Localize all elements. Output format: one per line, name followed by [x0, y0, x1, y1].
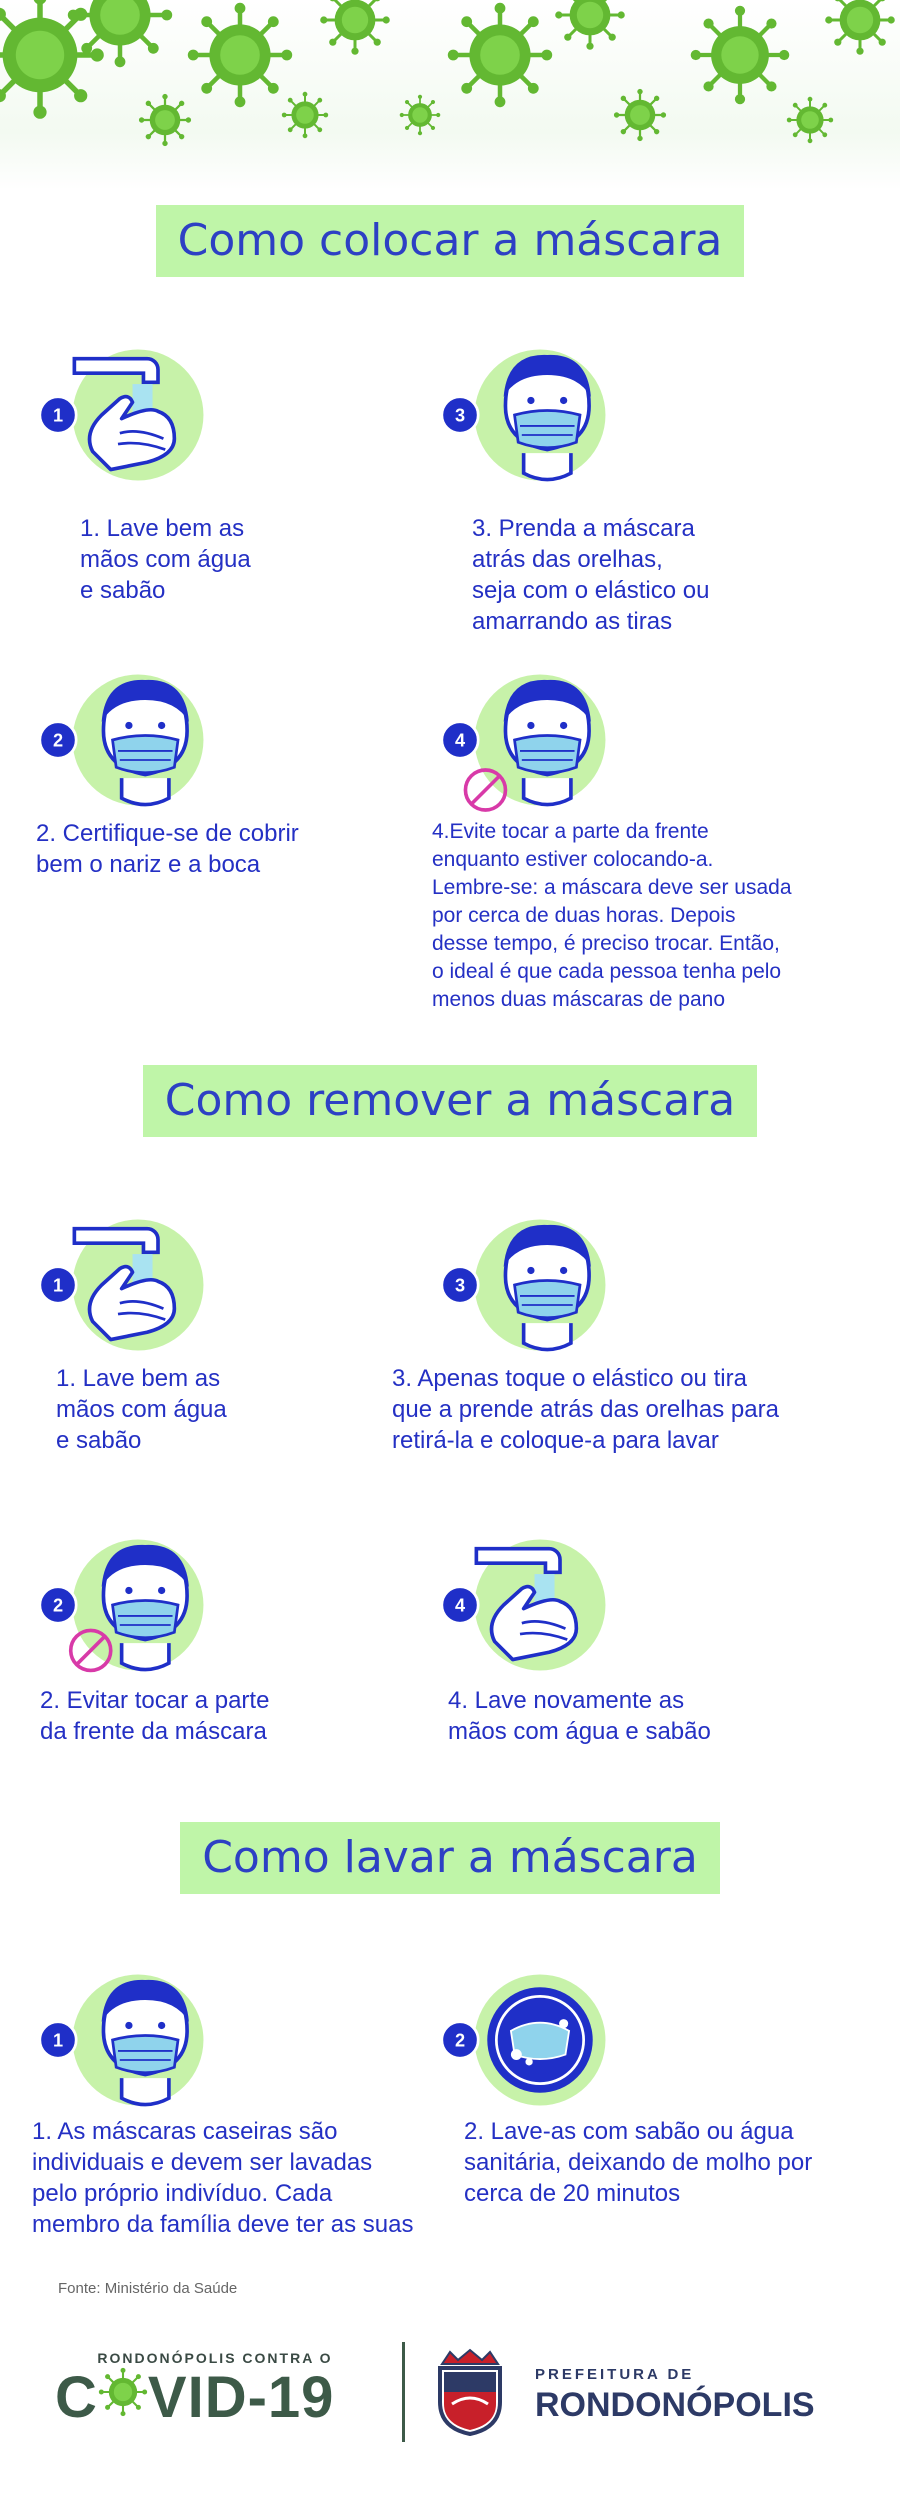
svg-text:4: 4	[454, 730, 466, 751]
face-mask-icon	[38, 650, 238, 830]
virus-icon	[0, 0, 104, 119]
svg-text:2: 2	[52, 1595, 64, 1616]
source-note: Fonte: Ministério da Saúde	[58, 2280, 238, 2297]
svg-text:1: 1	[52, 1275, 64, 1296]
hand-washing-icon	[440, 1515, 640, 1695]
step-text: 3. Apenas toque o elástico ou tira que a prende atrás das orelhas para retirá-la e coloque-a para lavar	[392, 1365, 779, 1454]
virus-icon	[448, 3, 552, 107]
virus-icon	[691, 6, 790, 105]
virus-icon	[614, 89, 666, 141]
svg-text:2: 2	[52, 730, 64, 751]
virus-icon	[320, 0, 390, 55]
svg-text:1: 1	[52, 2030, 64, 2051]
virus-icon	[188, 3, 292, 107]
section-title-colocar	[0, 205, 900, 277]
svg-text:1: 1	[52, 405, 64, 426]
campaign-title-part: VID-19	[147, 2365, 335, 2430]
step-text: 1. Lave bem as mãos com água e sabão	[56, 1365, 227, 1454]
campaign-title	[55, 2366, 375, 2430]
campaign-logo	[55, 2350, 375, 2430]
step-text: 4.Evite tocar a parte da frente enquanto estiver colocando-a. Lembre-se: a máscara deve ser usada por cerca de duas horas. Depois desse tempo, é preciso trocar. Então, o ideal é que cada pessoa tenha pelo menos duas máscaras de pano	[432, 820, 792, 1011]
svg-text:4: 4	[454, 1595, 466, 1616]
hand-washing-icon	[38, 325, 238, 505]
section-title-label: Como colocar a máscara	[156, 205, 745, 277]
prefeitura-label: PREFEITURA DE	[535, 2366, 695, 2383]
city-label: RONDONÓPOLIS	[535, 2386, 815, 2424]
coat-of-arms-icon	[420, 2348, 520, 2438]
section-title-remover	[0, 1065, 900, 1137]
section-title-label: Como remover a máscara	[143, 1065, 757, 1137]
step-text: 3. Prenda a máscara atrás das orelhas, seja com o elástico ou amarrando as tiras	[472, 515, 710, 635]
virus-icon	[139, 94, 191, 146]
prefeitura-logo	[420, 2348, 840, 2438]
footer-divider	[402, 2342, 405, 2442]
step-text: 1. Lave bem as mãos com água e sabão	[80, 515, 251, 604]
virus-header-decoration	[0, 0, 900, 190]
no-touch-icon	[38, 1515, 238, 1695]
hand-washing-icon	[38, 1195, 238, 1375]
step-text: 2. Certifique-se de cobrir bem o nariz e a boca	[36, 820, 299, 878]
step-text: 2. Lave-as com sabão ou água sanitária, deixando de molho por cerca de 20 minutos	[464, 2118, 813, 2207]
virus-icon	[282, 92, 328, 138]
svg-text:2: 2	[454, 2030, 466, 2051]
face-mask-icon	[440, 1195, 640, 1375]
campaign-title-part: C	[55, 2365, 98, 2430]
virus-icon-group	[0, 0, 900, 190]
campaign-small-text: RONDONÓPOLIS CONTRA O	[97, 2350, 333, 2366]
section-title-label: Como lavar a máscara	[180, 1822, 720, 1894]
no-touch-icon	[440, 650, 640, 830]
step-text: 2. Evitar tocar a parte da frente da máscara	[40, 1687, 270, 1745]
face-mask-icon	[440, 325, 640, 505]
svg-text:3: 3	[454, 1275, 466, 1296]
svg-text:3: 3	[454, 405, 466, 426]
step-text: 4. Lave novamente as mãos com água e sabão	[448, 1687, 711, 1745]
virus-icon	[787, 97, 833, 143]
virus-icon	[825, 0, 895, 55]
section-title-lavar	[0, 1822, 900, 1894]
wash-bowl-icon	[440, 1950, 640, 2130]
virus-icon	[98, 2366, 148, 2416]
virus-icon	[555, 0, 625, 50]
virus-icon	[400, 95, 441, 136]
face-mask-icon	[38, 1950, 238, 2130]
step-text: 1. As máscaras caseiras são individuais e devem ser lavadas pelo próprio indivíduo. Cada membro da família deve ter as suas	[32, 2118, 414, 2238]
